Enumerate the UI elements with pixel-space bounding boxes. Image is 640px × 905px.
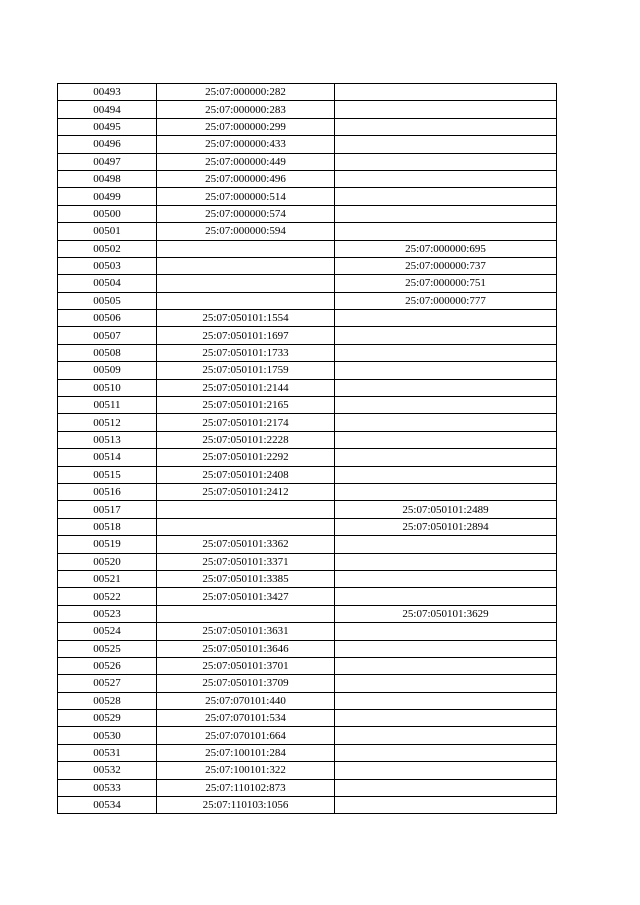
- table-row: [58, 153, 557, 170]
- row-number-cell: 00531: [58, 744, 157, 761]
- table-row: [58, 310, 557, 327]
- row-number-cell: 00519: [58, 536, 157, 553]
- cadastral-number-cell: 25:07:000000:514: [157, 188, 335, 205]
- cadastral-number-cell: 25:07:110102:873: [157, 779, 335, 796]
- table-row: [58, 136, 557, 153]
- table-row: [58, 466, 557, 483]
- cadastral-number-alt-cell: [335, 692, 557, 709]
- cadastral-number-alt-cell: 25:07:050101:2489: [335, 501, 557, 518]
- row-number-cell: 00505: [58, 292, 157, 309]
- row-number-cell: 00513: [58, 431, 157, 448]
- cadastral-number-alt-cell: 25:07:000000:751: [335, 275, 557, 292]
- row-number-cell: 00495: [58, 118, 157, 135]
- cadastral-number-alt-cell: 25:07:000000:777: [335, 292, 557, 309]
- cadastral-number-cell: [157, 518, 335, 535]
- table-body: [58, 84, 557, 814]
- cadastral-number-cell: 25:07:050101:3362: [157, 536, 335, 553]
- cadastral-number-alt-cell: [335, 379, 557, 396]
- row-number-cell: 00514: [58, 449, 157, 466]
- table-row: [58, 431, 557, 448]
- table-row: [58, 779, 557, 796]
- cadastral-number-cell: 25:07:050101:3646: [157, 640, 335, 657]
- cadastral-number-cell: 25:07:070101:440: [157, 692, 335, 709]
- cadastral-number-cell: [157, 275, 335, 292]
- cadastral-number-cell: 25:07:000000:496: [157, 170, 335, 187]
- table-row: [58, 170, 557, 187]
- cadastral-number-cell: 25:07:050101:3631: [157, 623, 335, 640]
- cadastral-number-cell: 25:07:050101:2174: [157, 414, 335, 431]
- table-row: [58, 483, 557, 500]
- cadastral-number-cell: 25:07:100101:322: [157, 762, 335, 779]
- cadastral-number-alt-cell: [335, 223, 557, 240]
- cadastral-number-alt-cell: [335, 536, 557, 553]
- table-row: [58, 744, 557, 761]
- cadastral-number-cell: 25:07:000000:299: [157, 118, 335, 135]
- row-number-cell: 00515: [58, 466, 157, 483]
- row-number-cell: 00518: [58, 518, 157, 535]
- table-row: [58, 640, 557, 657]
- cadastral-number-alt-cell: [335, 136, 557, 153]
- cadastral-number-cell: 25:07:050101:1697: [157, 327, 335, 344]
- table-row: [58, 205, 557, 222]
- cadastral-number-cell: 25:07:070101:664: [157, 727, 335, 744]
- table-row: [58, 414, 557, 431]
- table-row: [58, 762, 557, 779]
- table-row: [58, 501, 557, 518]
- cadastral-number-alt-cell: [335, 327, 557, 344]
- cadastral-number-alt-cell: [335, 362, 557, 379]
- cadastral-number-cell: 25:07:050101:2165: [157, 397, 335, 414]
- cadastral-number-alt-cell: [335, 553, 557, 570]
- cadastral-number-alt-cell: [335, 188, 557, 205]
- cadastral-number-alt-cell: [335, 344, 557, 361]
- cadastral-number-cell: 25:07:050101:3427: [157, 588, 335, 605]
- row-number-cell: 00520: [58, 553, 157, 570]
- table-row: [58, 223, 557, 240]
- cadastral-number-cell: 25:07:100101:284: [157, 744, 335, 761]
- cadastral-number-cell: 25:07:050101:3709: [157, 675, 335, 692]
- cadastral-number-alt-cell: [335, 727, 557, 744]
- row-number-cell: 00523: [58, 605, 157, 622]
- cadastral-number-cell: 25:07:110103:1056: [157, 797, 335, 814]
- table-row: [58, 675, 557, 692]
- table-row: [58, 570, 557, 587]
- table-row: [58, 257, 557, 274]
- table-row: [58, 553, 557, 570]
- cadastral-number-alt-cell: 25:07:050101:3629: [335, 605, 557, 622]
- cadastral-number-cell: 25:07:000000:282: [157, 84, 335, 101]
- cadastral-number-alt-cell: [335, 414, 557, 431]
- cadastral-number-alt-cell: [335, 431, 557, 448]
- row-number-cell: 00516: [58, 483, 157, 500]
- table-row: [58, 344, 557, 361]
- table-row: [58, 118, 557, 135]
- cadastral-number-table: [57, 83, 557, 814]
- row-number-cell: 00527: [58, 675, 157, 692]
- row-number-cell: 00521: [58, 570, 157, 587]
- cadastral-number-alt-cell: [335, 118, 557, 135]
- cadastral-number-cell: 25:07:050101:3371: [157, 553, 335, 570]
- cadastral-number-cell: 25:07:050101:2144: [157, 379, 335, 396]
- row-number-cell: 00530: [58, 727, 157, 744]
- cadastral-number-alt-cell: [335, 657, 557, 674]
- cadastral-number-cell: [157, 292, 335, 309]
- cadastral-number-cell: 25:07:000000:574: [157, 205, 335, 222]
- cadastral-number-alt-cell: [335, 710, 557, 727]
- row-number-cell: 00500: [58, 205, 157, 222]
- table-row: [58, 536, 557, 553]
- cadastral-number-cell: 25:07:000000:283: [157, 101, 335, 118]
- cadastral-number-cell: 25:07:050101:1759: [157, 362, 335, 379]
- row-number-cell: 00534: [58, 797, 157, 814]
- table-row: [58, 797, 557, 814]
- cadastral-number-alt-cell: [335, 310, 557, 327]
- row-number-cell: 00499: [58, 188, 157, 205]
- cadastral-number-cell: 25:07:000000:594: [157, 223, 335, 240]
- cadastral-number-cell: 25:07:050101:2412: [157, 483, 335, 500]
- cadastral-number-alt-cell: [335, 675, 557, 692]
- cadastral-number-cell: [157, 605, 335, 622]
- cadastral-number-cell: 25:07:050101:1554: [157, 310, 335, 327]
- cadastral-number-alt-cell: [335, 205, 557, 222]
- row-number-cell: 00498: [58, 170, 157, 187]
- cadastral-number-alt-cell: [335, 466, 557, 483]
- row-number-cell: 00529: [58, 710, 157, 727]
- table-row: [58, 727, 557, 744]
- cadastral-number-alt-cell: [335, 101, 557, 118]
- cadastral-number-cell: 25:07:050101:2292: [157, 449, 335, 466]
- row-number-cell: 00493: [58, 84, 157, 101]
- table-row: [58, 710, 557, 727]
- table-row: [58, 84, 557, 101]
- table-row: [58, 188, 557, 205]
- table-row: [58, 275, 557, 292]
- row-number-cell: 00494: [58, 101, 157, 118]
- cadastral-number-alt-cell: [335, 762, 557, 779]
- row-number-cell: 00526: [58, 657, 157, 674]
- cadastral-number-alt-cell: [335, 744, 557, 761]
- cadastral-number-cell: [157, 501, 335, 518]
- cadastral-number-alt-cell: [335, 449, 557, 466]
- cadastral-number-alt-cell: [335, 170, 557, 187]
- cadastral-number-cell: 25:07:000000:449: [157, 153, 335, 170]
- table-row: [58, 692, 557, 709]
- table-row: [58, 240, 557, 257]
- row-number-cell: 00512: [58, 414, 157, 431]
- cadastral-number-cell: 25:07:000000:433: [157, 136, 335, 153]
- cadastral-number-cell: 25:07:050101:3701: [157, 657, 335, 674]
- cadastral-number-alt-cell: [335, 84, 557, 101]
- row-number-cell: 00509: [58, 362, 157, 379]
- cadastral-number-cell: [157, 240, 335, 257]
- table-row: [58, 397, 557, 414]
- table-row: [58, 292, 557, 309]
- cadastral-number-alt-cell: [335, 797, 557, 814]
- table-row: [58, 657, 557, 674]
- cadastral-number-cell: 25:07:050101:2228: [157, 431, 335, 448]
- table-row: [58, 379, 557, 396]
- row-number-cell: 00507: [58, 327, 157, 344]
- cadastral-number-cell: 25:07:050101:1733: [157, 344, 335, 361]
- cadastral-number-alt-cell: [335, 570, 557, 587]
- row-number-cell: 00532: [58, 762, 157, 779]
- table-row: [58, 327, 557, 344]
- row-number-cell: 00517: [58, 501, 157, 518]
- cadastral-number-cell: 25:07:050101:2408: [157, 466, 335, 483]
- row-number-cell: 00503: [58, 257, 157, 274]
- cadastral-number-cell: [157, 257, 335, 274]
- cadastral-number-alt-cell: 25:07:000000:737: [335, 257, 557, 274]
- row-number-cell: 00510: [58, 379, 157, 396]
- cadastral-number-alt-cell: [335, 397, 557, 414]
- cadastral-number-cell: 25:07:050101:3385: [157, 570, 335, 587]
- cadastral-number-alt-cell: [335, 779, 557, 796]
- row-number-cell: 00502: [58, 240, 157, 257]
- row-number-cell: 00525: [58, 640, 157, 657]
- cadastral-number-alt-cell: [335, 483, 557, 500]
- cadastral-number-alt-cell: [335, 640, 557, 657]
- table-row: [58, 518, 557, 535]
- cadastral-number-alt-cell: [335, 623, 557, 640]
- row-number-cell: 00504: [58, 275, 157, 292]
- cadastral-number-alt-cell: [335, 588, 557, 605]
- row-number-cell: 00524: [58, 623, 157, 640]
- row-number-cell: 00501: [58, 223, 157, 240]
- row-number-cell: 00506: [58, 310, 157, 327]
- cadastral-number-alt-cell: [335, 153, 557, 170]
- table-row: [58, 362, 557, 379]
- row-number-cell: 00508: [58, 344, 157, 361]
- row-number-cell: 00522: [58, 588, 157, 605]
- cadastral-number-alt-cell: 25:07:000000:695: [335, 240, 557, 257]
- row-number-cell: 00533: [58, 779, 157, 796]
- row-number-cell: 00496: [58, 136, 157, 153]
- table-row: [58, 588, 557, 605]
- row-number-cell: 00528: [58, 692, 157, 709]
- table-row: [58, 623, 557, 640]
- table-row: [58, 449, 557, 466]
- row-number-cell: 00497: [58, 153, 157, 170]
- table-row: [58, 605, 557, 622]
- table-row: [58, 101, 557, 118]
- row-number-cell: 00511: [58, 397, 157, 414]
- cadastral-number-alt-cell: 25:07:050101:2894: [335, 518, 557, 535]
- cadastral-number-cell: 25:07:070101:534: [157, 710, 335, 727]
